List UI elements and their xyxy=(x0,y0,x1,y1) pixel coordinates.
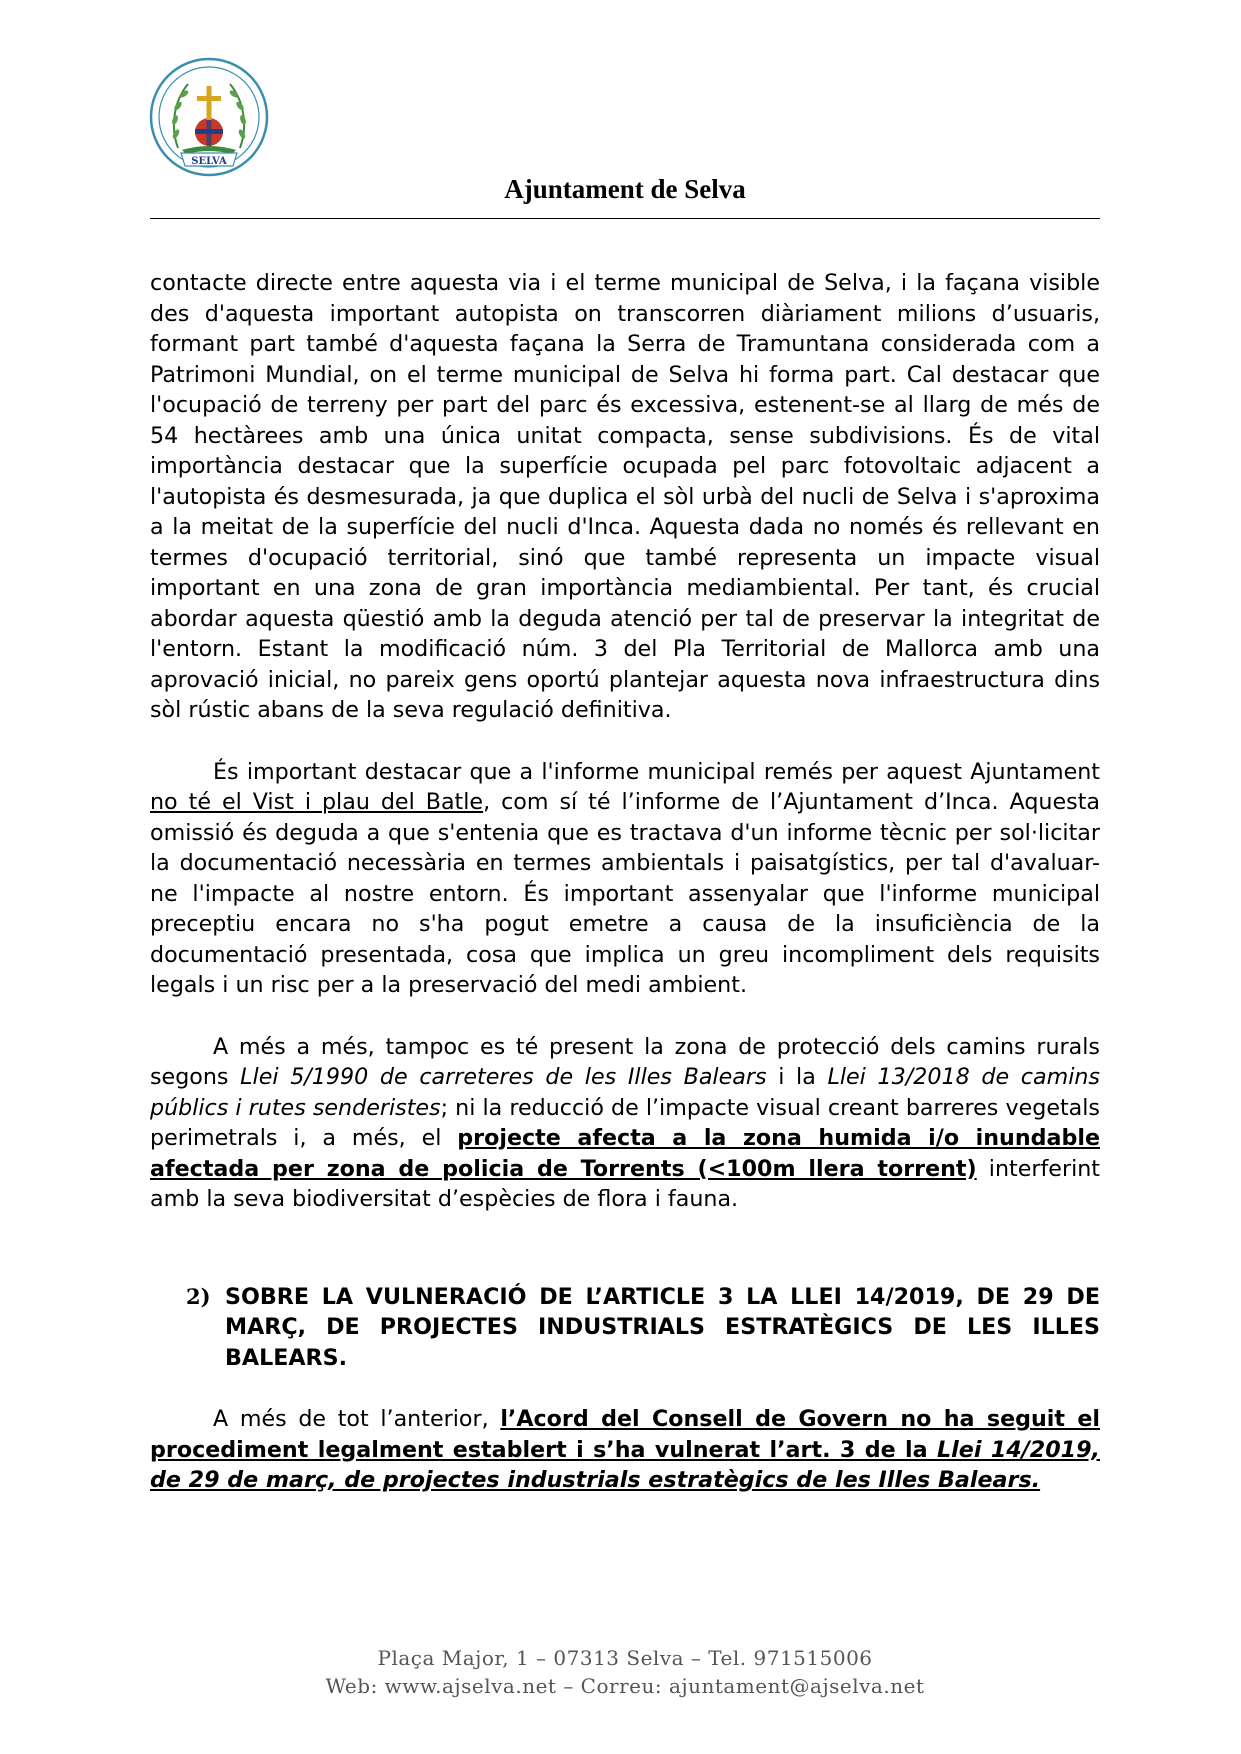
page-footer xyxy=(150,1644,1100,1700)
section-heading xyxy=(150,1282,1100,1374)
paragraph-4-emphasis: l’Acord del Consell de Govern no ha seguit el procediment legalment establert i s’ha vulnerat l’art. 3 de la xyxy=(150,1406,1100,1463)
paragraph-4-text-a: A més de tot l’anterior, xyxy=(213,1406,501,1432)
paragraph-3-text-c: ; ni la reducció de l’impacte visual creant barreres vegetals perimetrals i, a més, el xyxy=(150,1094,1100,1151)
logo-text: SELVA xyxy=(191,156,227,167)
footer-address: Plaça Major, 1 – 07313 Selva – Tel. 971515006 xyxy=(377,1646,873,1670)
section-number: 2) xyxy=(186,1283,211,1309)
document-body xyxy=(150,268,1100,1496)
paragraph-2 xyxy=(150,757,1100,1001)
page-title: Ajuntament de Selva xyxy=(504,174,746,204)
section-heading-text: SOBRE LA VULNERACIÓ DE L’ARTICLE 3 LA LLEI 14/2019, DE 29 DE MARÇ, DE PROJECTES INDUSTRIALS ESTRATÈGICS DE LES ILLES BALEARS. xyxy=(225,1283,1100,1371)
paragraph-2-text-a: És important destacar que a l'informe municipal remés per aquest Ajuntament xyxy=(213,758,1100,785)
law-citation-2: Llei 13/2018 de camins públics i rutes senderistes xyxy=(150,1064,1100,1121)
paragraph-2-underlined: no té el Vist i plau del Batle xyxy=(150,789,484,815)
paragraph-4 xyxy=(150,1404,1100,1496)
law-citation-1: Llei 5/1990 de carreteres de les Illes Balears xyxy=(240,1064,767,1090)
header-divider xyxy=(150,218,1100,219)
paragraph-3-text-b: i la xyxy=(766,1064,828,1090)
footer-contact: Web: www.ajselva.net – Correu: ajuntament@ajselva.net xyxy=(325,1674,925,1698)
paragraph-4-law-citation: Llei 14/2019, de 29 de març, de projectes industrials estratègics de les Illes Balears. xyxy=(150,1436,1100,1493)
paragraph-3-text-d: interferint amb la seva biodiversitat d’espècies de flora i fauna. xyxy=(150,1155,1100,1212)
municipal-logo xyxy=(148,56,270,178)
paragraph-3 xyxy=(150,1032,1100,1215)
paragraph-1: contacte directe entre aquesta via i el terme municipal de Selva, i la façana visible des d'aquesta important autopista on transcorren diàriament milions d’usuaris, formant part també d'aquesta façana la Serra de Tramuntana considerada com a Patrimoni Mundial, on el terme municipal de Selva hi forma part. Cal destacar que l'ocupació de terreny per part del parc és excessiva, estenent-se al llarg de més de 54 hectàrees amb una única unitat compacta, sense subdivisions. És de vital importància destacar que la superfície ocupada pel parc fotovoltaic adjacent a l'autopista és desmesurada, ja que duplica el sòl urbà del nucli de Selva i s'aproxima a la meitat de la superfície del nucli d'Inca. Aquesta dada no només és rellevant en termes d'ocupació territorial, sinó que també representa un impacte visual important en una zona de gran importància mediambiental. Per tant, és crucial abordar aquesta qüestió amb la deguda atenció per tal de preservar la integritat de l'entorn. Estant la modificació núm. 3 del Pla Territorial de Mallorca amb una aprovació inicial, no pareix gens oportú plantejar aquesta nova infraestructura dins sòl rústic abans de la seva regulació definitiva. xyxy=(150,270,1100,723)
paragraph-3-emphasis: projecte afecta a la zona humida i/o inundable afectada per zona de policia de Torrents (<100m llera torrent) xyxy=(150,1125,1101,1182)
paragraph-3-text-a: A més a més, tampoc es té present la zona de protecció dels camins rurals segons xyxy=(150,1033,1100,1090)
paragraph-2-text-b: , com sí té l’informe de l’Ajuntament d’Inca. Aquesta omissió és deguda a que s'entenia que es tractava d'un informe tècnic per sol·licitar la documentació necessària en termes ambientals i paisatgístics, per tal d'avaluar-ne l'impacte al nostre entorn. És important assenyalar que l'informe municipal preceptiu encara no s'ha pogut emetre a causa de la insuficiència de la documentació presentada, cosa que implica un greu incompliment dels requisits legals i un risc per a la preservació del medi ambient. xyxy=(150,789,1100,998)
